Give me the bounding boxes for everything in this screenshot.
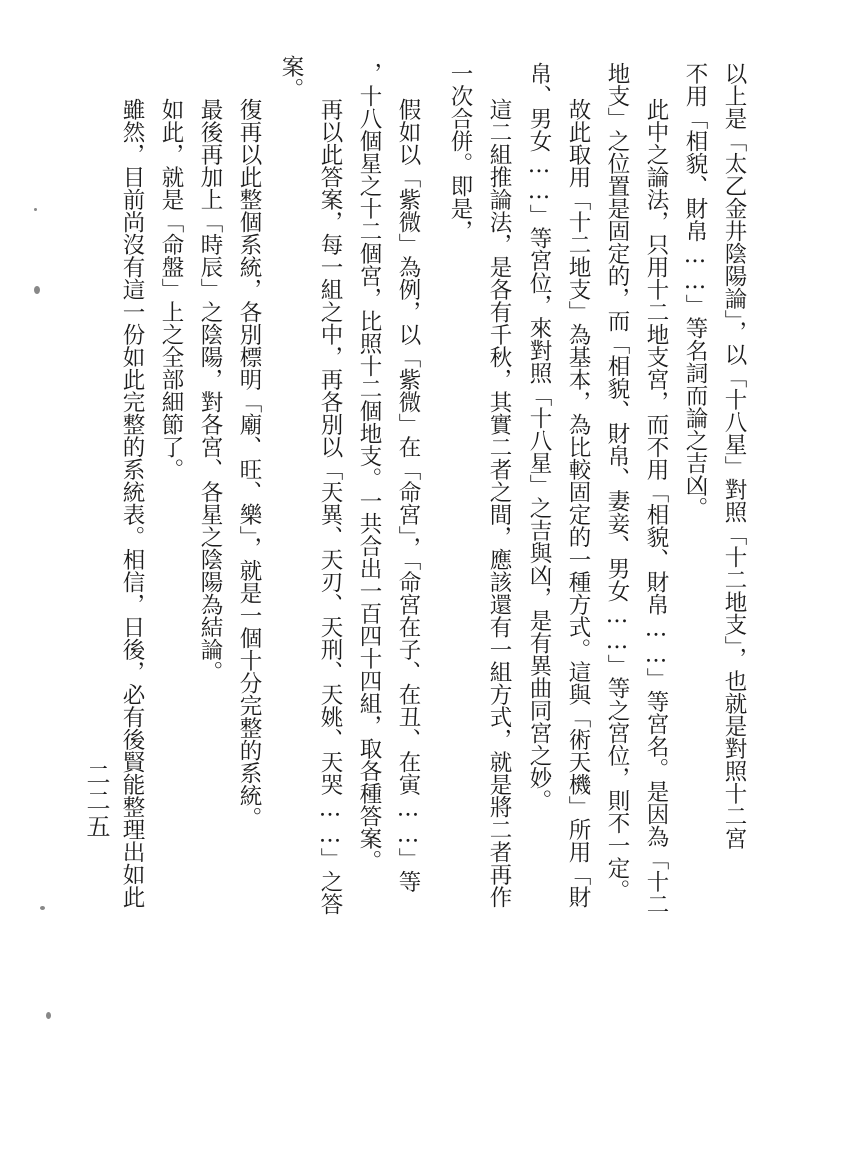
text-column: 故此取用「十二地支」為基本，為比較固定的一種方式。這與「術天機」所用「財 [565, 98, 591, 908]
text-column: 最後再加上「時辰」之陰陽，對各宮、各星之陰陽為結論。 [197, 98, 223, 683]
page-number: 二二五 [82, 762, 110, 840]
text-column: 假如以「紫微」為例，以「紫微」在「命宮」，「命宮在子、在丑、在寅……」等 [395, 98, 421, 893]
text-column: 此中之論法，只用十二地支宮，而不用「相貌、財帛……」等宮名。是因為「十二 [643, 98, 669, 915]
text-column: 案。 [278, 55, 304, 100]
text-column: 再以此答案，每一組之中，再各別以「天異、天刃、天刑、天姚、天哭……」之答 [317, 98, 343, 915]
text-column: ，十八個星之十二個宮，比照十二個地支。一共合出一百四十四組，取各種答案。 [356, 62, 382, 872]
scan-speck [34, 286, 40, 294]
text-column: 以上是「太乙金井陰陽論」，以「十八星」對照「十二地支」，也就是對照十二宮 [721, 62, 747, 850]
text-column: 不用「相貌、財帛……」等名詞而論之吉凶。 [682, 62, 708, 519]
text-column: 一次合併。即是， [447, 62, 473, 242]
scan-speck [40, 906, 45, 910]
scan-speck [34, 208, 37, 211]
text-column: 雖然，目前尚沒有這一份如此完整的系統表。相信，日後，必有後賢能整理出如此 [119, 98, 145, 908]
text-column: 帛、男女……」等宮位，來對照「十八星」之吉與凶，是有異曲同宮之妙。 [526, 62, 552, 812]
text-column: 地支」之位置是固定的，而「相貌、財帛、妻妾、男女……」等之宮位，則不一定。 [604, 62, 630, 902]
text-column: 復再以此整個系統，各別標明「廟、旺、樂」，就是一個十分完整的系統。 [236, 98, 262, 830]
text-column: 這二組推論法，是各有千秋，其實二者之間，應該還有一組方式，就是將二者再作 [486, 98, 512, 908]
text-column: 如此，就是「命盤」上之全部細節了。 [158, 98, 184, 481]
scan-speck [46, 1012, 51, 1019]
